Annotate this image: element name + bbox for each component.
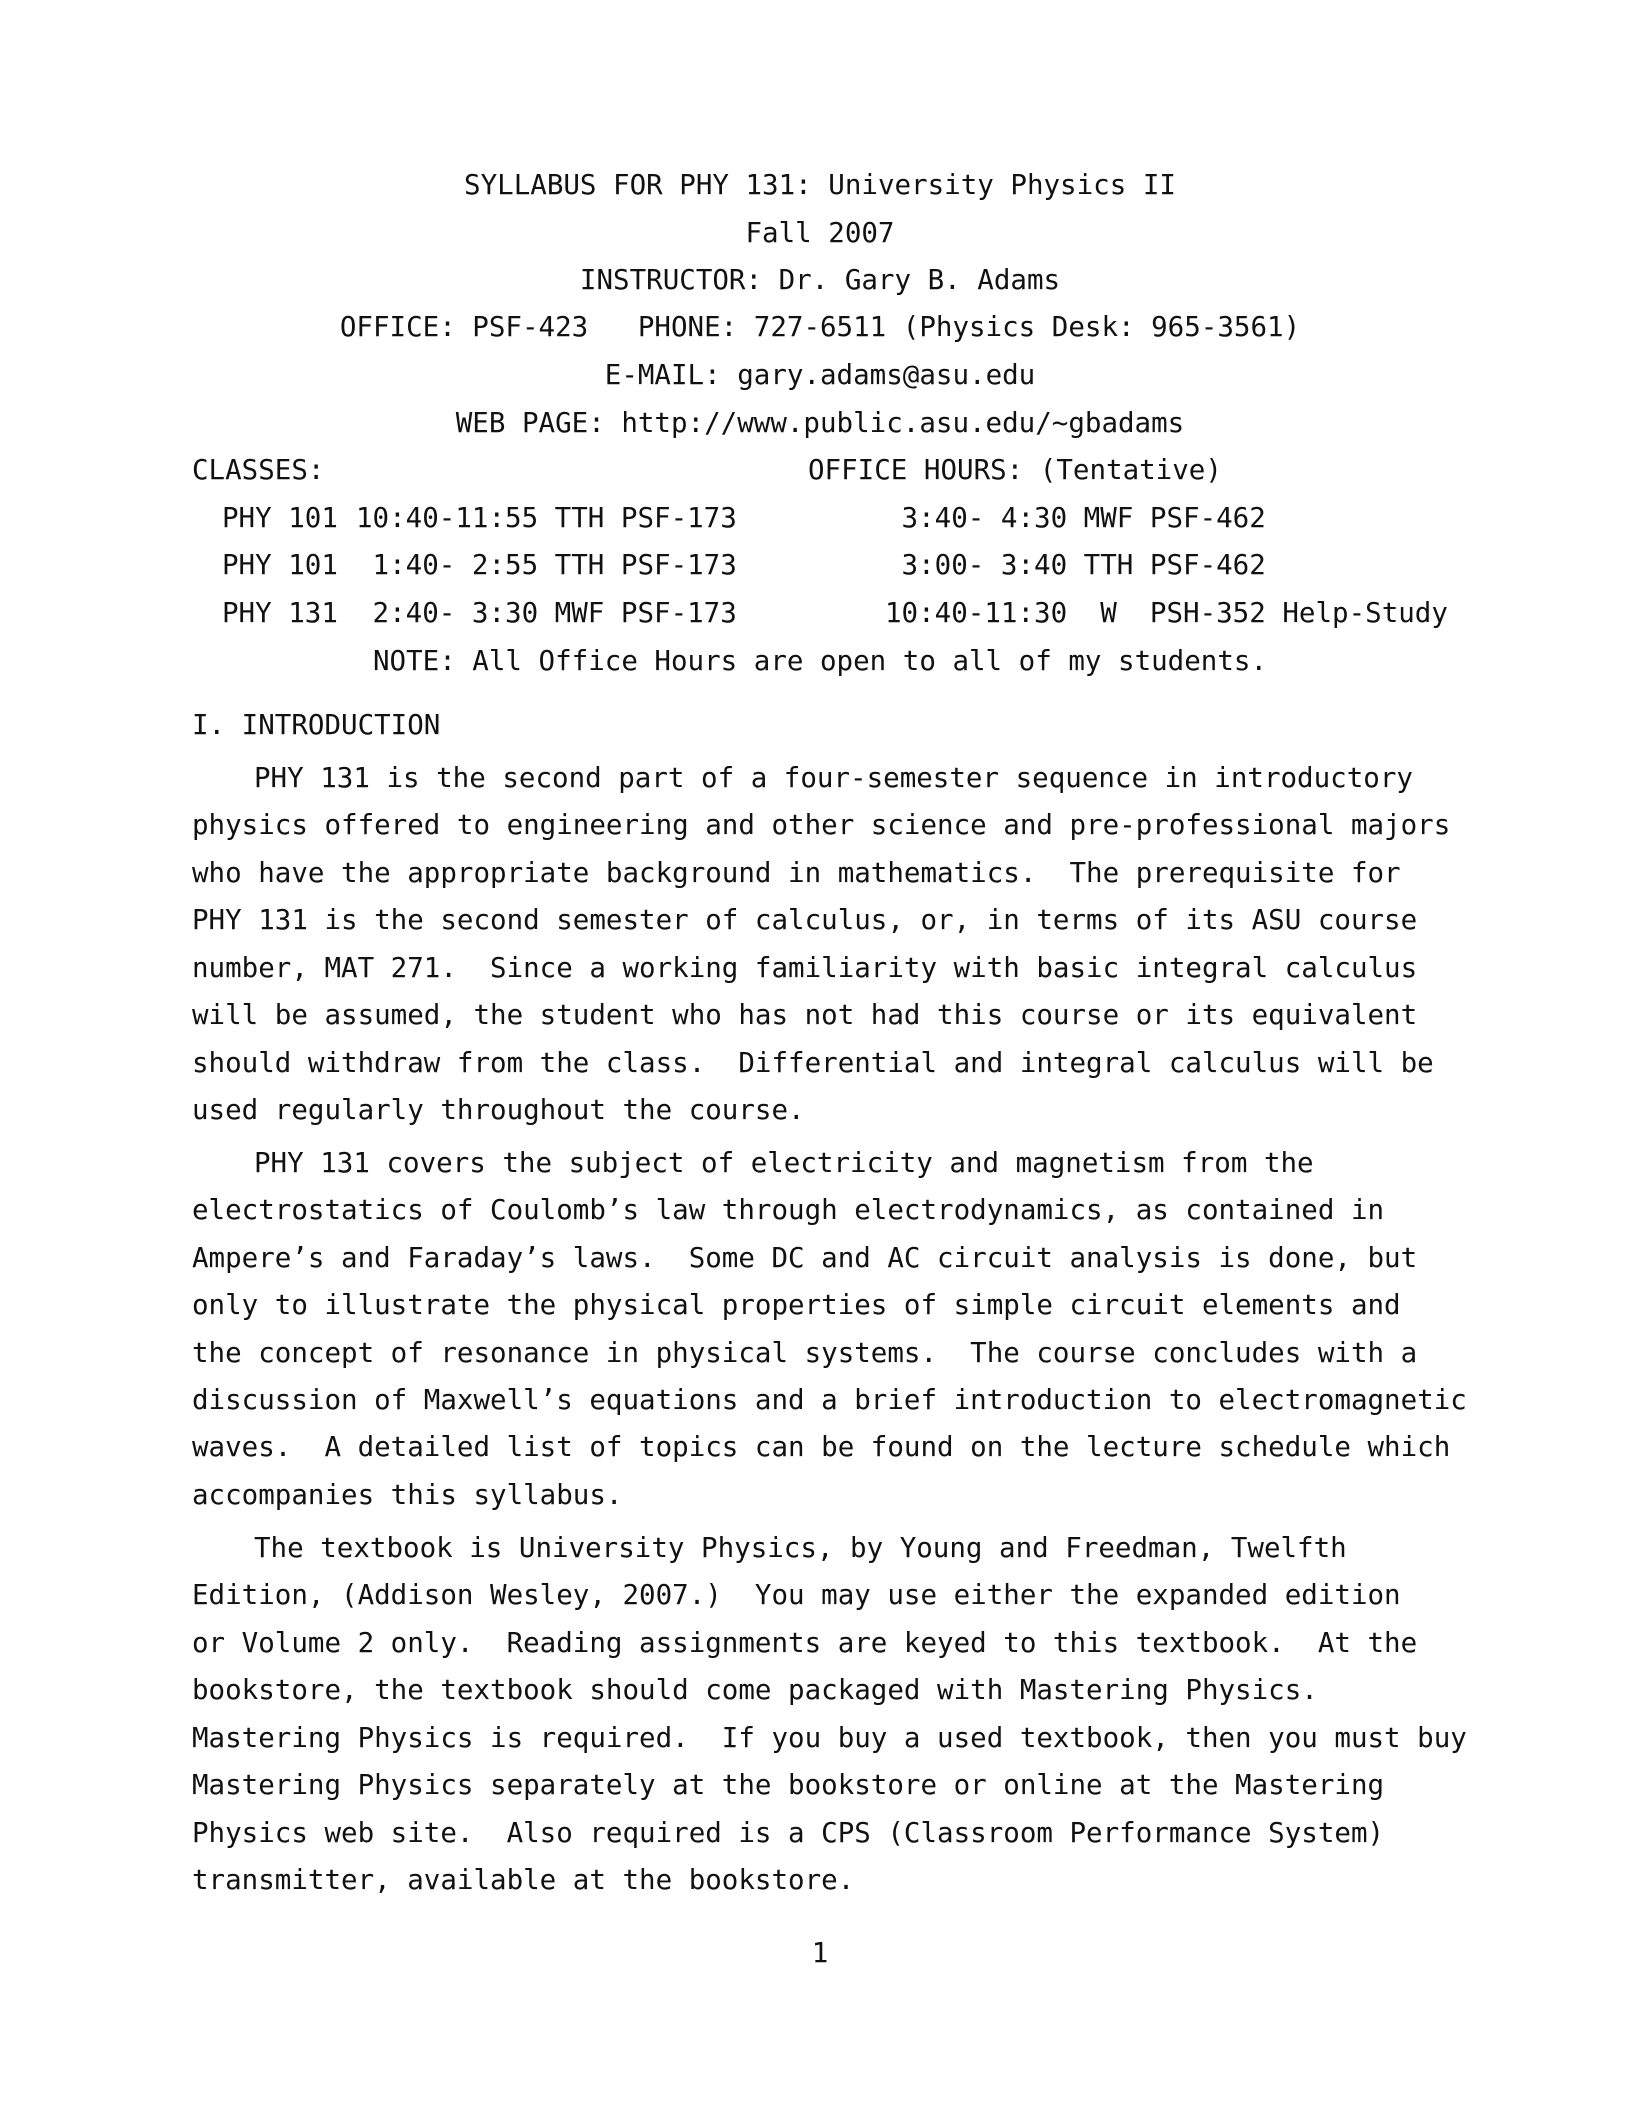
paragraph-line: Mastering Physics is required. If you buy a used textbook, then you must buy bbox=[192, 1722, 1467, 1754]
office-hours-row: 10:40-11:30 W PSH-352 Help-Study bbox=[885, 597, 1448, 629]
office-hours-heading: OFFICE HOURS: (Tentative) bbox=[808, 454, 1222, 486]
paragraph-line: will be assumed, the student who has not had this course or its equivalent bbox=[192, 999, 1418, 1031]
class-row-time: 2:40- 3:30 MWF PSF-173 bbox=[356, 597, 737, 629]
document-title: SYLLABUS FOR PHY 131: University Physics II bbox=[464, 169, 1176, 201]
paragraph-line: number, MAT 271. Since a working familiarity with basic integral calculus bbox=[192, 952, 1418, 984]
section-title: I. INTRODUCTION bbox=[192, 709, 441, 741]
term: Fall 2007 bbox=[745, 217, 895, 249]
paragraph-line: transmitter, available at the bookstore. bbox=[192, 1864, 855, 1896]
class-row-course: PHY 101 bbox=[222, 549, 338, 581]
paragraph-line: Edition, (Addison Wesley, 2007.) You may use either the expanded edition bbox=[192, 1579, 1401, 1611]
paragraph-line: Physics web site. Also required is a CPS (Classroom Performance System) bbox=[192, 1817, 1385, 1849]
class-row-time: 1:40- 2:55 TTH PSF-173 bbox=[356, 549, 737, 581]
paragraph-line: physics offered to engineering and other science and pre-professional majors bbox=[192, 809, 1451, 841]
web-page-line: WEB PAGE: http://www.public.asu.edu/~gbadams bbox=[455, 407, 1185, 439]
class-row-course: PHY 101 bbox=[222, 502, 338, 534]
paragraph-line: electrostatics of Coulomb’s law through electrodynamics, as contained in bbox=[192, 1194, 1385, 1226]
paragraph-line: Ampere’s and Faraday’s laws. Some DC and AC circuit analysis is done, but bbox=[192, 1242, 1418, 1274]
paragraph-line: bookstore, the textbook should come packaged with Mastering Physics. bbox=[192, 1674, 1318, 1706]
paragraph-line: PHY 131 is the second semester of calculus, or, in terms of its ASU course bbox=[192, 904, 1418, 936]
instructor-line: INSTRUCTOR: Dr. Gary B. Adams bbox=[579, 264, 1061, 296]
paragraph-line: used regularly throughout the course. bbox=[192, 1094, 805, 1126]
paragraph-line: should withdraw from the class. Differential and integral calculus will be bbox=[192, 1047, 1434, 1079]
class-row-course: PHY 131 bbox=[222, 597, 338, 629]
classes-heading: CLASSES: bbox=[192, 454, 325, 486]
paragraph-line: Mastering Physics separately at the bookstore or online at the Mastering bbox=[192, 1769, 1385, 1801]
office-hours-note: NOTE: All Office Hours are open to all of my students. bbox=[372, 645, 1268, 677]
office-phone-line: OFFICE: PSF-423 PHONE: 727-6511 (Physics Desk: 965-3561) bbox=[339, 311, 1301, 343]
page-number: 1 bbox=[811, 1937, 829, 1969]
paragraph-line: accompanies this syllabus. bbox=[192, 1479, 623, 1511]
paragraph-line: the concept of resonance in physical systems. The course concludes with a bbox=[192, 1337, 1418, 1369]
office-hours-row: 3:00- 3:40 TTH PSF-462 bbox=[885, 549, 1266, 581]
paragraph-line: The textbook is University Physics, by Young and Freedman, Twelfth bbox=[254, 1532, 1347, 1564]
paragraph-line: who have the appropriate background in mathematics. The prerequisite for bbox=[192, 857, 1401, 889]
paragraph-line: only to illustrate the physical properties of simple circuit elements and bbox=[192, 1289, 1401, 1321]
office-hours-row: 3:40- 4:30 MWF PSF-462 bbox=[885, 502, 1266, 534]
paragraph-line: discussion of Maxwell’s equations and a brief introduction to electromagnetic bbox=[192, 1384, 1467, 1416]
paragraph-line: PHY 131 covers the subject of electricity and magnetism from the bbox=[254, 1147, 1314, 1179]
paragraph-line: PHY 131 is the second part of a four-semester sequence in introductory bbox=[254, 762, 1413, 794]
class-row-time: 10:40-11:55 TTH PSF-173 bbox=[356, 502, 737, 534]
email-line: E-MAIL: gary.adams@asu.edu bbox=[604, 359, 1036, 391]
paragraph-line: or Volume 2 only. Reading assignments are keyed to this textbook. At the bbox=[192, 1627, 1418, 1659]
paragraph-line: waves. A detailed list of topics can be found on the lecture schedule which bbox=[192, 1431, 1451, 1463]
